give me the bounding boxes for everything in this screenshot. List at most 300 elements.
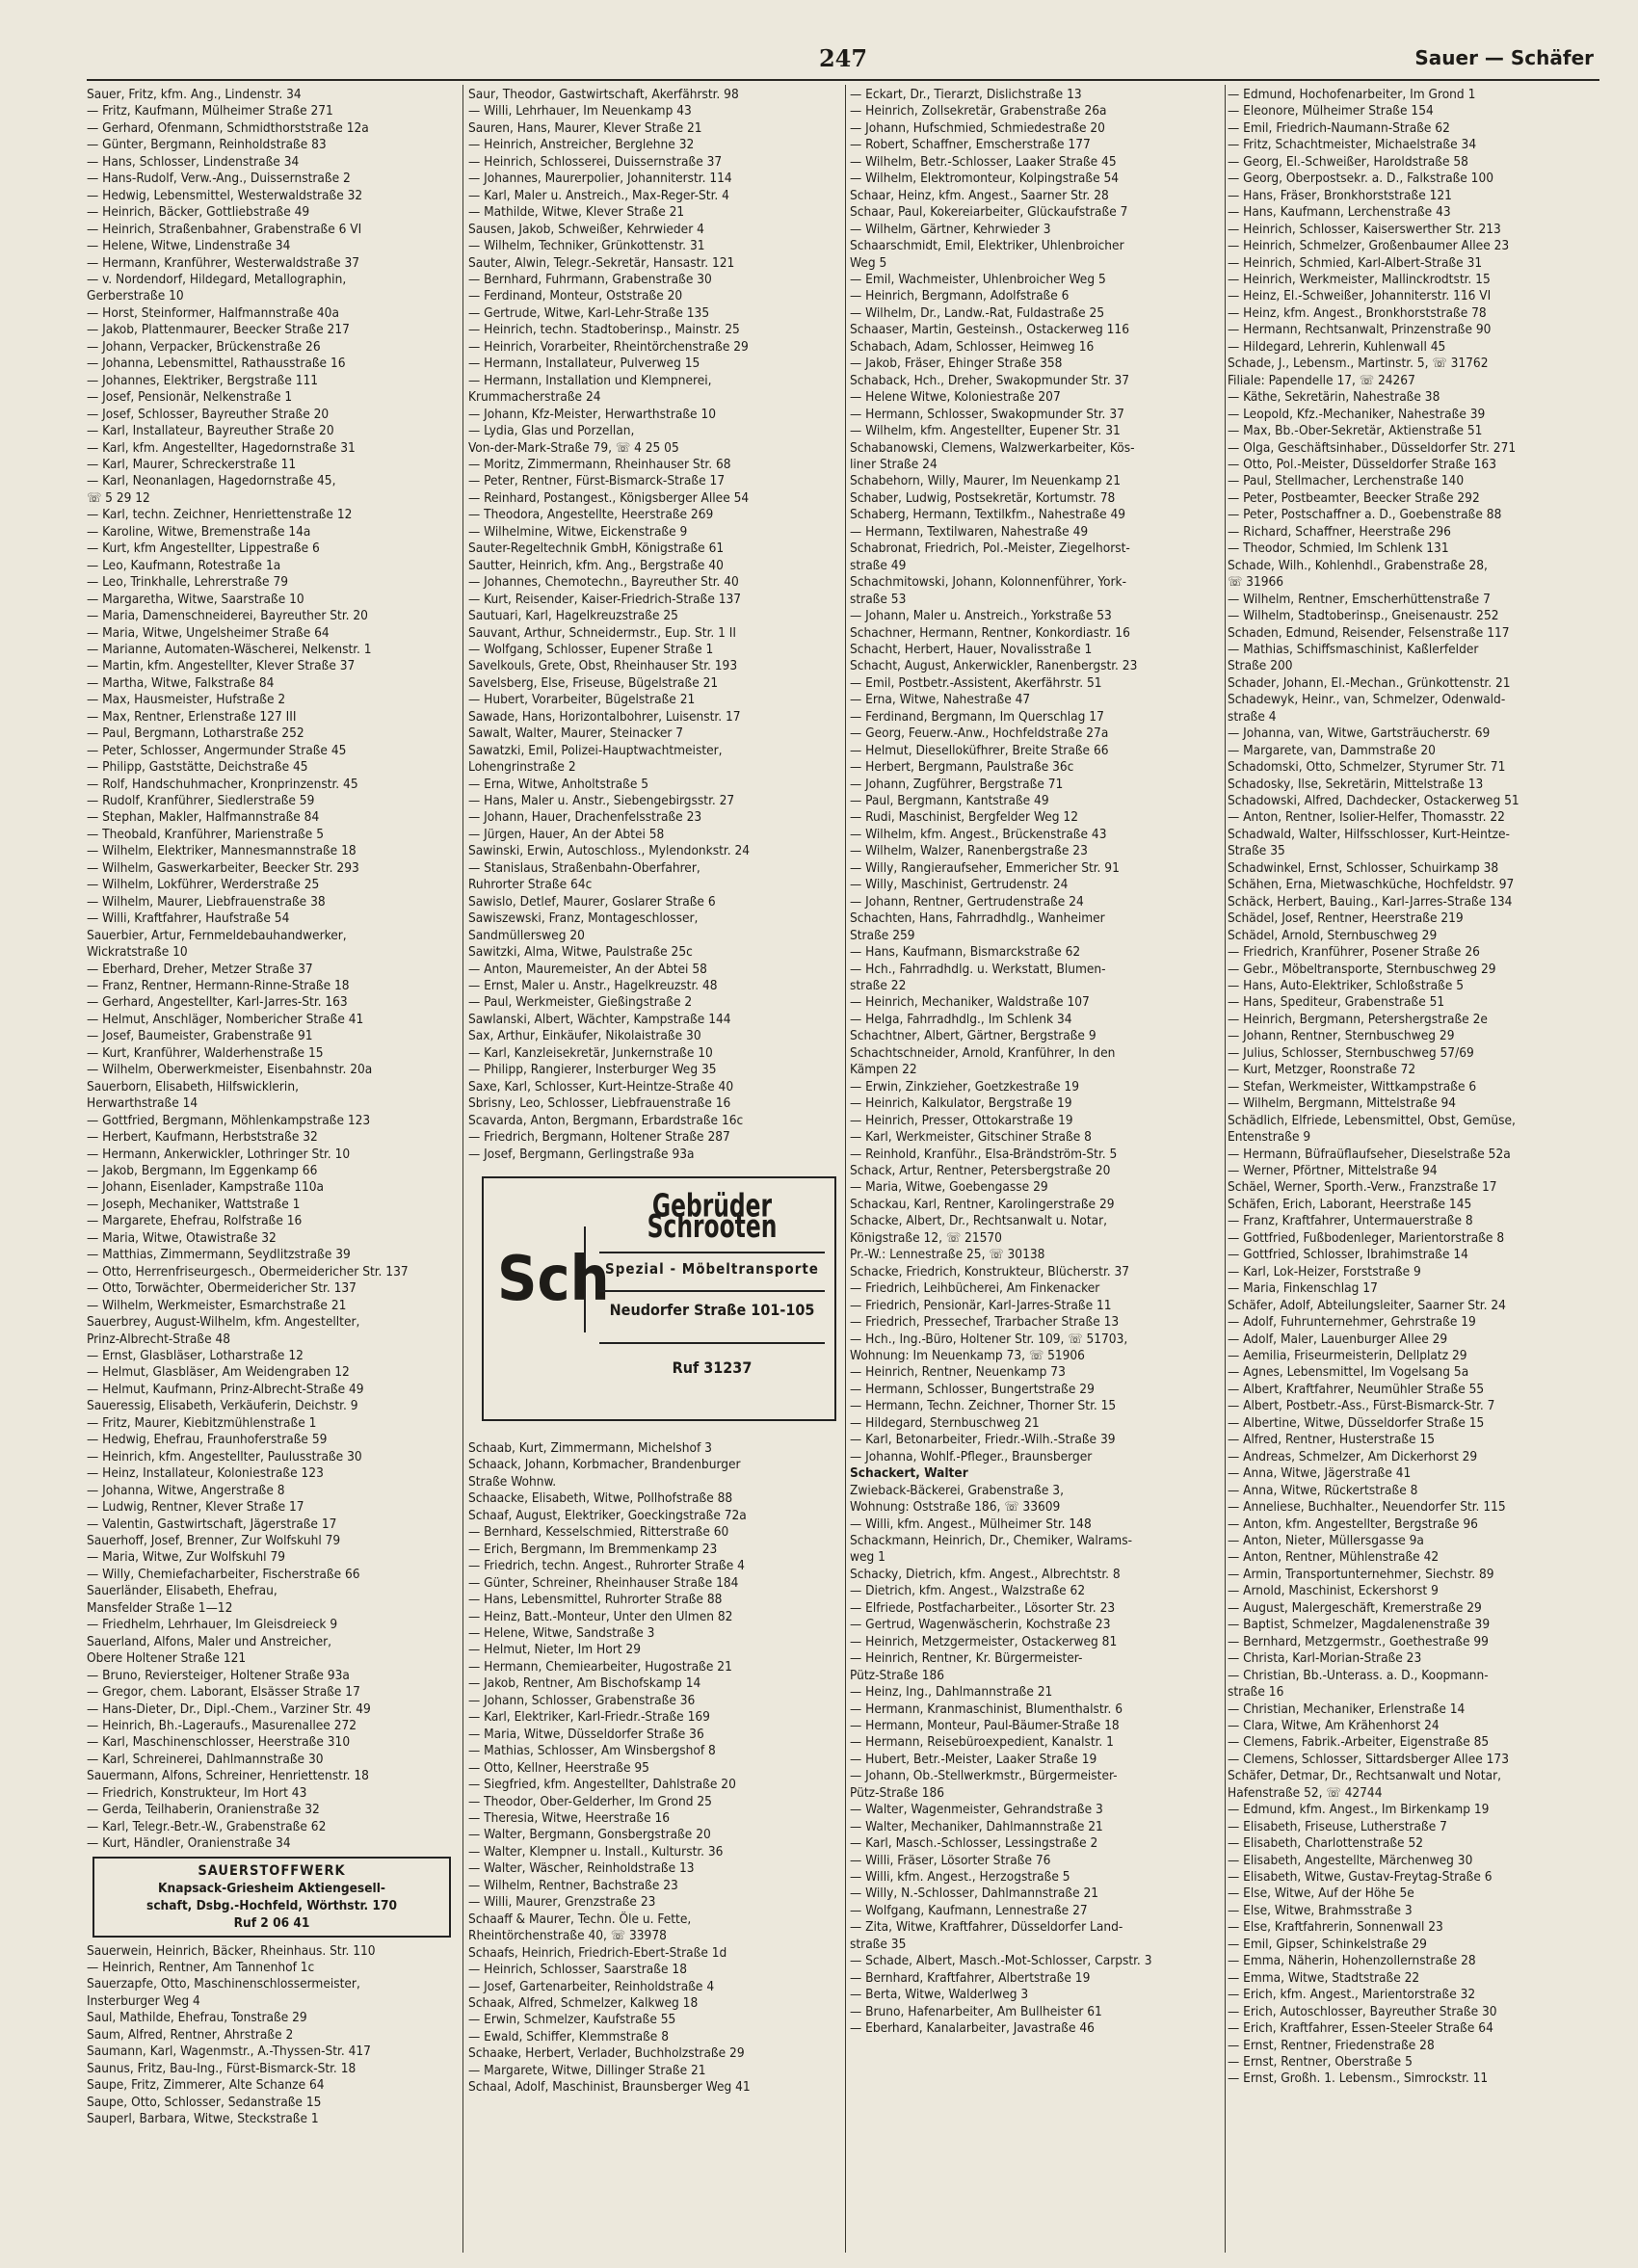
directory-entry: — Johann, Hauer, Drachenfelsstraße 23 [468, 809, 702, 826]
directory-entry: Rheintörchenstraße 40, ☏ 33978 [468, 1928, 667, 1944]
directory-entry: — Bruno, Hafenarbeiter, Am Bullheister 61 [850, 2003, 1102, 2019]
directory-entry: straße 49 [850, 557, 907, 573]
directory-entry: — Christa, Karl-Morian-Straße 23 [1228, 1650, 1422, 1667]
directory-entry: — Hans, Schlosser, Lindenstraße 34 [87, 153, 300, 170]
directory-entry: Sautter, Heinrich, kfm. Ang., Bergstraße 40 [468, 557, 724, 573]
directory-entry: — Kurt, Händler, Oranienstraße 34 [87, 1835, 291, 1852]
directory-entry: — Georg, Feuerw.-Anw., Hochfeldstraße 27a [850, 725, 1109, 742]
directory-entry: — Johann, Rentner, Sternbuschweg 29 [1228, 1028, 1455, 1044]
directory-entry: Straße 259 [850, 927, 915, 943]
directory-entry: — Karl, Lok-Heizer, Forststraße 9 [1228, 1263, 1421, 1279]
directory-entry: — Helga, Fahrradhdlg., Im Schlenk 34 [850, 1011, 1072, 1027]
directory-entry: Schadewyk, Heinr., van, Schmelzer, Odenwald- [1228, 692, 1506, 708]
directory-entry: — Karl, Neonanlagen, Hagedornstraße 45, [87, 473, 336, 489]
column-divider [462, 85, 463, 2253]
directory-entry: weg 1 [850, 1549, 885, 1566]
directory-entry: — Fritz, Schachtmeister, Michaelstraße 34 [1228, 137, 1477, 153]
directory-entry: — Anna, Witwe, Jägerstraße 41 [1228, 1465, 1412, 1482]
directory-entry: — Heinrich, Bäcker, Gottliebstraße 49 [87, 204, 310, 221]
directory-entry: — Karl, Werkmeister, Gitschiner Straße 8 [850, 1129, 1092, 1146]
directory-entry: Wohnung: Im Neuenkamp 73, ☏ 51906 [850, 1347, 1085, 1363]
directory-entry: — Heinrich, Zollsekretär, Grabenstraße 26a [850, 103, 1107, 119]
directory-entry: — Willy, Chemiefacharbeiter, Fischerstraße 66 [87, 1566, 360, 1582]
directory-entry: Schaar, Paul, Kokereiarbeiter, Glückaufstraße 7 [850, 204, 1128, 221]
directory-entry: — Richard, Schaffner, Heerstraße 296 [1228, 523, 1451, 540]
directory-entry: — Kurt, Kranführer, Walderhenstraße 15 [87, 1044, 324, 1061]
running-head: Sauer — Schäfer [1414, 46, 1594, 69]
directory-entry: — Adolf, Maler, Lauenburger Allee 29 [1228, 1331, 1448, 1347]
directory-entry: — Mathias, Schlosser, Am Winsbergshof 8 [468, 1743, 716, 1759]
directory-entry: — Albertine, Witwe, Düsseldorfer Straße 15 [1228, 1414, 1485, 1431]
directory-entry: — Heinrich, Rentner, Am Tannenhof 1c [87, 1960, 315, 1976]
directory-entry: — Margarete, Ehefrau, Rolfstraße 16 [87, 1213, 303, 1229]
schrooten-ad [482, 1176, 836, 1421]
directory-entry: Sauerwein, Heinrich, Bäcker, Rheinhaus. Str. 110 [87, 1942, 376, 1959]
entry-list [1228, 87, 1615, 2088]
directory-entry: — Bernhard, Kesselschmied, Ritterstraße 60 [468, 1524, 729, 1541]
ad-line: schaft, Dsbg.-Hochfeld, Wörthstr. 170 [146, 1897, 397, 1913]
directory-entry: Sauperl, Barbara, Witwe, Steckstraße 1 [87, 2111, 319, 2127]
directory-entry: — Max, Rentner, Erlenstraße 127 III [87, 708, 297, 725]
directory-entry: Schabach, Adam, Schlosser, Heimweg 16 [850, 338, 1095, 355]
directory-entry: — Arnold, Maschinist, Eckershorst 9 [1228, 1583, 1439, 1599]
directory-entry: — Eleonore, Mülheimer Straße 154 [1228, 103, 1434, 119]
directory-entry: — Willi, Fräser, Lösorter Straße 76 [850, 1852, 1051, 1868]
directory-entry: — Hans-Dieter, Dr., Dipl.-Chem., Varziner Str. 49 [87, 1701, 371, 1717]
directory-entry: — Martin, kfm. Angestellter, Klever Straße 37 [87, 658, 356, 674]
directory-entry: — Gottfried, Schlosser, Ibrahimstraße 14 [1228, 1247, 1468, 1263]
directory-entry: — Theodor, Schmied, Im Schlenk 131 [1228, 541, 1449, 557]
directory-entry: Schackmann, Heinrich, Dr., Chemiker, Walrams- [850, 1532, 1132, 1548]
directory-entry: Saul, Mathilde, Ehefrau, Tonstraße 29 [87, 2010, 307, 2026]
directory-entry: — Hermann, Techn. Zeichner, Thorner Str. 15 [850, 1398, 1117, 1414]
directory-entry: Schäck, Herbert, Bauing., Karl-Jarres-Straße 134 [1228, 893, 1513, 910]
directory-entry: Prinz-Albrecht-Straße 48 [87, 1331, 231, 1347]
directory-entry: Straße 200 [1228, 658, 1293, 674]
directory-entry: — Margarete, Witwe, Dillinger Straße 21 [468, 2062, 706, 2078]
directory-entry: straße 35 [850, 1936, 907, 1952]
directory-entry: Schaab, Kurt, Zimmermann, Michelshof 3 [468, 1440, 712, 1456]
directory-entry: Gerberstraße 10 [87, 288, 184, 304]
directory-entry: — Wilhelm, Rentner, Bachstraße 23 [468, 1877, 678, 1893]
directory-entry: — Hans-Rudolf, Verw.-Ang., Duissernstraße 2 [87, 171, 351, 187]
directory-entry: Königstraße 12, ☏ 21570 [850, 1229, 1002, 1246]
directory-entry: — Stanislaus, Straßenbahn-Oberfahrer, [468, 859, 700, 876]
directory-entry: — Olga, Geschäftsinhaber., Düsseldorfer Str. 271 [1228, 439, 1517, 456]
directory-entry: — Wilhelm, Elektromonteur, Kolpingstraße 54 [850, 171, 1120, 187]
directory-entry: — Herbert, Bergmann, Paulstraße 36c [850, 759, 1074, 776]
directory-entry: — Walter, Klempner u. Install., Kulturstr. 36 [468, 1843, 724, 1859]
directory-entry: — Theobald, Kranführer, Marienstraße 5 [87, 826, 325, 842]
column-divider [1225, 85, 1226, 2253]
directory-entry: — Gebr., Möbeltransporte, Sternbuschweg 29 [1228, 961, 1496, 977]
directory-entry: Schack, Artur, Rentner, Petersbergstraße 20 [850, 1163, 1111, 1178]
directory-entry: — Gerhard, Angestellter, Karl-Jarres-Str. 163 [87, 994, 348, 1011]
directory-entry: — Franz, Kraftfahrer, Untermauerstraße 8 [1228, 1213, 1473, 1229]
directory-entry: Schaacke, Elisabeth, Witwe, Pollhofstraße 88 [468, 1490, 733, 1507]
directory-entry: — Karl, Elektriker, Karl-Friedr.-Straße 169 [468, 1709, 710, 1726]
directory-entry: Insterburger Weg 4 [87, 1992, 200, 2009]
directory-entry: — v. Nordendorf, Hildegard, Metallographin, [87, 271, 347, 287]
directory-entry: — Willi, Kraftfahrer, Haufstraße 54 [87, 910, 290, 927]
directory-entry: Saur, Theodor, Gastwirtschaft, Akerfährstr. 98 [468, 87, 739, 102]
directory-entry: — Walter, Mechaniker, Dahlmannstraße 21 [850, 1818, 1103, 1834]
directory-entry: Schacht, August, Ankerwickler, Ranenbergstr. 23 [850, 658, 1138, 674]
directory-entry: — Elisabeth, Charlottenstraße 52 [1228, 1835, 1424, 1852]
directory-entry: — Anton, Rentner, Isolier-Helfer, Thomasstr. 22 [1228, 809, 1505, 826]
directory-entry: — Philipp, Gaststätte, Deichstraße 45 [87, 759, 308, 776]
directory-entry: — Theresia, Witwe, Heerstraße 16 [468, 1809, 671, 1826]
directory-entry: — Eckart, Dr., Tierarzt, Dislichstraße 13 [850, 87, 1082, 102]
directory-entry: — Karl, Maurer, Schreckerstraße 11 [87, 456, 297, 472]
directory-entry: Schacht, Herbert, Hauer, Novalisstraße 1 [850, 641, 1093, 657]
directory-entry: — Robert, Schaffner, Emscherstraße 177 [850, 137, 1091, 153]
directory-entry: Sauerbier, Artur, Fernmeldebauhandwerker, [87, 927, 347, 943]
directory-entry: Filiale: Papendelle 17, ☏ 24267 [1228, 372, 1415, 388]
directory-entry: Schaber, Ludwig, Postsekretär, Kortumstr. 78 [850, 489, 1116, 506]
directory-entry: — Andreas, Schmelzer, Am Dickerhorst 29 [1228, 1448, 1478, 1464]
directory-entry: Sawalt, Walter, Maurer, Steinacker 7 [468, 725, 684, 742]
directory-entry: — Anton, Mauremeister, An der Abtei 58 [468, 961, 707, 977]
ad-address: Neudorfer Straße 101-105 [609, 1301, 815, 1319]
directory-entry: — Johanna, Lebensmittel, Rathausstraße 16 [87, 356, 346, 372]
directory-entry: — Peter, Schlosser, Angermunder Straße 45 [87, 742, 347, 758]
directory-entry: — Wilhelm, Bergmann, Mittelstraße 94 [1228, 1095, 1457, 1112]
directory-entry: — Hermann, Kranführer, Westerwaldstraße 37 [87, 254, 360, 271]
directory-entry: Ruhrorter Straße 64c [468, 877, 593, 893]
directory-entry: ☏ 5 29 12 [87, 489, 150, 506]
directory-entry: Sauerborn, Elisabeth, Hilfswicklerin, [87, 1078, 299, 1094]
directory-entry: — Johanna, van, Witwe, Gartsträucherstr. 69 [1228, 725, 1491, 742]
directory-entry: — Julius, Schlosser, Sternbuschweg 57/69 [1228, 1044, 1474, 1061]
directory-entry: — Albert, Kraftfahrer, Neumühler Straße 55 [1228, 1381, 1485, 1397]
directory-entry: Schabehorn, Willy, Maurer, Im Neuenkamp 21 [850, 473, 1121, 489]
directory-entry: Sawiszewski, Franz, Montageschlosser, [468, 910, 699, 927]
header-rule [87, 79, 1599, 81]
directory-entry: — Erna, Witwe, Anholtstraße 5 [468, 776, 649, 792]
directory-entry: — Wilhelm, Gärtner, Kehrwieder 3 [850, 221, 1051, 237]
directory-entry: — Heinrich, Bh.-Lageraufs., Masurenallee 272 [87, 1717, 357, 1733]
directory-entry: — Eberhard, Dreher, Metzer Straße 37 [87, 961, 313, 977]
directory-entry: Schachmitowski, Johann, Kolonnenführer, York- [850, 574, 1127, 591]
directory-entry: Schäel, Werner, Sporth.-Verw., Franzstraße 17 [1228, 1179, 1497, 1196]
directory-entry: — Johann, Hufschmied, Schmiedestraße 20 [850, 119, 1105, 136]
directory-entry: — Hans, Fräser, Bronkhorststraße 121 [1228, 187, 1452, 203]
directory-entry: liner Straße 24 [850, 456, 938, 472]
directory-entry: — Fritz, Kaufmann, Mülheimer Straße 271 [87, 103, 333, 119]
directory-entry: — Wilhelmine, Witwe, Eickenstraße 9 [468, 523, 688, 540]
directory-entry: — Friedrich, Kranführer, Posener Straße 26 [1228, 944, 1480, 961]
directory-entry: — Ernst, Rentner, Friedenstraße 28 [1228, 2037, 1435, 2053]
directory-entry: — Gerhard, Ofenmann, Schmidthorststraße 12a [87, 119, 369, 136]
directory-entry: Sauerland, Alfons, Maler und Anstreicher, [87, 1633, 332, 1649]
directory-entry: — Edmund, Hochofenarbeiter, Im Grond 1 [1228, 87, 1476, 102]
directory-entry: — Hermann, Büfraüflaufseher, Dieselstraße 52a [1228, 1146, 1511, 1162]
directory-entry: — Hans, Spediteur, Grabenstraße 51 [1228, 994, 1445, 1011]
directory-entry: — Else, Witwe, Auf der Höhe 5e [1228, 1886, 1414, 1902]
directory-entry: — Wilhelm, Betr.-Schlosser, Laaker Straße 45 [850, 153, 1117, 170]
directory-entry: Sauerbrey, August-Wilhelm, kfm. Angestellter, [87, 1314, 360, 1331]
directory-entry: Schabronat, Friedrich, Pol.-Meister, Ziegelhorst- [850, 541, 1130, 557]
directory-entry: — Hans, Kaufmann, Bismarckstraße 62 [850, 944, 1081, 961]
directory-entry: Schaback, Hch., Dreher, Swakopmunder Str. 37 [850, 372, 1130, 388]
directory-entry: — Friedrich, Leihbücherei, Am Finkenacker [850, 1280, 1100, 1297]
directory-entry: — Willy, Rangieraufseher, Emmericher Str. 91 [850, 859, 1120, 876]
directory-entry: straße 22 [850, 978, 907, 994]
directory-entry: — Emma, Witwe, Stadtstraße 22 [1228, 1969, 1420, 1986]
directory-entry: — Ferdinand, Monteur, Oststraße 20 [468, 288, 683, 304]
directory-column-3 [850, 87, 1222, 2255]
directory-entry: — Willi, kfm. Angest., Mülheimer Str. 148 [850, 1516, 1092, 1532]
ad-phone: Ruf 31237 [672, 1358, 753, 1377]
directory-entry: — Maria, Damenschneiderei, Bayreuther Str. 20 [87, 608, 368, 624]
directory-entry: — Walter, Wagenmeister, Gehrandstraße 3 [850, 1802, 1103, 1818]
directory-entry: — Helmut, Anschläger, Nombericher Straße 41 [87, 1011, 364, 1027]
directory-entry: — Hch., Fahrradhdlg. u. Werkstatt, Blumen- [850, 961, 1106, 977]
ad-line: Ruf 2 06 41 [233, 1914, 310, 1931]
directory-entry: — Friedrich, Pressechef, Trarbacher Straße 13 [850, 1314, 1120, 1331]
directory-entry: Sauermann, Alfons, Schreiner, Henriettenstr. 18 [87, 1768, 369, 1784]
directory-entry: Savelkouls, Grete, Obst, Rheinhauser Str. 193 [468, 658, 738, 674]
directory-entry: — Johann, Zugführer, Bergstraße 71 [850, 776, 1064, 792]
directory-entry: — Leopold, Kfz.-Mechaniker, Nahestraße 39 [1228, 406, 1486, 422]
directory-entry: — Kurt, kfm Angestellter, Lippestraße 6 [87, 541, 320, 557]
directory-entry: — Heinrich, Rentner, Neuenkamp 73 [850, 1364, 1066, 1381]
directory-entry: — Wilhelm, Maurer, Liebfrauenstraße 38 [87, 893, 326, 910]
directory-entry: — Jakob, Plattenmaurer, Beecker Straße 217 [87, 322, 350, 338]
directory-entry: — Erich, kfm. Angest., Marientorstraße 32 [1228, 1987, 1476, 2003]
directory-entry: — Johann, Schlosser, Grabenstraße 36 [468, 1692, 696, 1708]
directory-entry: Schädel, Arnold, Sternbuschweg 29 [1228, 927, 1438, 943]
directory-entry: Sawade, Hans, Horizontalbohrer, Luisenstr. 17 [468, 708, 741, 725]
directory-column-4 [1228, 87, 1615, 2255]
directory-entry: — Wilhelm, Elektriker, Mannesmannstraße 18 [87, 843, 357, 859]
directory-entry: — Karl, Betonarbeiter, Friedr.-Wilh.-Straße 39 [850, 1432, 1116, 1448]
directory-entry: — Johannes, Maurerpolier, Johanniterstr. 114 [468, 171, 732, 187]
directory-entry: — Peter, Postbeamter, Beecker Straße 292 [1228, 489, 1480, 506]
directory-entry: Sauren, Hans, Maurer, Klever Straße 21 [468, 119, 702, 136]
directory-entry: Sauerländer, Elisabeth, Ehefrau, [87, 1583, 277, 1599]
directory-entry: — Bernhard, Metzgermstr., Goethestraße 99 [1228, 1633, 1489, 1649]
directory-entry: — Friedrich, Pensionär, Karl-Jarres-Straße 11 [850, 1297, 1112, 1313]
directory-entry: Saxe, Karl, Schlosser, Kurt-Heintze-Straße 40 [468, 1078, 734, 1094]
directory-entry: — Valentin, Gastwirtschaft, Jägerstraße 17 [87, 1516, 337, 1532]
directory-entry: — Wilhelm, Werkmeister, Esmarchstraße 21 [87, 1297, 347, 1313]
directory-entry: — August, Malergeschäft, Kremerstraße 29 [1228, 1599, 1482, 1616]
directory-entry: Saueressig, Elisabeth, Verkäuferin, Deichstr. 9 [87, 1398, 358, 1414]
directory-entry: — Josef, Gartenarbeiter, Reinholdstraße 4 [468, 1978, 715, 1994]
directory-entry: — Heinrich, Schlosser, Kaiserswerther Str. 213 [1228, 221, 1501, 237]
directory-entry: Schädlich, Elfriede, Lebensmittel, Obst, Gemüse, [1228, 1112, 1516, 1128]
directory-entry: — Hans, Auto-Elektriker, Schloßstraße 5 [1228, 978, 1465, 994]
directory-entry: — Johannes, Chemotechn., Bayreuther Str. 40 [468, 574, 739, 591]
directory-entry: — Elisabeth, Witwe, Gustav-Freytag-Straße 6 [1228, 1869, 1493, 1886]
directory-entry: — Karl, Telegr.-Betr.-W., Grabenstraße 62 [87, 1818, 327, 1834]
directory-entry: — Käthe, Sekretärin, Nahestraße 38 [1228, 389, 1440, 406]
directory-entry: — Heinrich, Mechaniker, Waldstraße 107 [850, 994, 1090, 1011]
directory-entry: straße 53 [850, 591, 907, 607]
directory-entry: Schachner, Hermann, Rentner, Konkordiastr. 16 [850, 624, 1130, 641]
directory-entry: — Kurt, Reisender, Kaiser-Friedrich-Straße 137 [468, 591, 742, 607]
directory-entry: — Heinrich, Schlosser, Saarstraße 18 [468, 1962, 687, 1978]
directory-entry: — Heinz, kfm. Angest., Bronkhorststraße 78 [1228, 304, 1487, 321]
directory-entry: — Stefan, Werkmeister, Wittkampstraße 6 [1228, 1078, 1477, 1094]
directory-entry: Schachtner, Albert, Gärtner, Bergstraße 9 [850, 1028, 1096, 1044]
directory-entry: — Paul, Stellmacher, Lerchenstraße 140 [1228, 473, 1465, 489]
directory-entry: — Margarete, van, Dammstraße 20 [1228, 742, 1436, 758]
directory-entry: — Wilhelm, kfm. Angest., Brückenstraße 43 [850, 826, 1107, 842]
directory-entry: — Wilhelm, Oberwerkmeister, Eisenbahnstr. 20a [87, 1062, 373, 1078]
directory-entry: — Heinz, Ing., Dahlmannstraße 21 [850, 1684, 1053, 1701]
directory-entry: — Hermann, Monteur, Paul-Bäumer-Straße 18 [850, 1717, 1120, 1733]
ad-title: SAUERSTOFFWERK [198, 1862, 346, 1879]
directory-entry: — Walter, Wäscher, Reinholdstraße 13 [468, 1860, 695, 1877]
directory-entry: — Ewald, Schiffer, Klemmstraße 8 [468, 2028, 670, 2044]
directory-entry: — Bernhard, Fuhrmann, Grabenstraße 30 [468, 271, 712, 287]
directory-entry: Hafenstraße 52, ☏ 42744 [1228, 1784, 1383, 1801]
directory-entry: Schadosky, Ilse, Sekretärin, Mittelstraße 13 [1228, 776, 1484, 792]
directory-entry: — Hedwig, Lebensmittel, Westerwaldstraße 32 [87, 187, 363, 203]
directory-entry: — Leo, Kaufmann, Rotestraße 1a [87, 557, 281, 573]
directory-entry: — Heinrich, Bergmann, Adolfstraße 6 [850, 288, 1070, 304]
directory-entry: — Erwin, Zinkzieher, Goetzkestraße 19 [850, 1078, 1079, 1094]
directory-entry: Sbrisny, Leo, Schlosser, Liebfrauenstraße 16 [468, 1095, 731, 1112]
directory-entry: — Albert, Postbetr.-Ass., Fürst-Bismarck-Str. 7 [1228, 1398, 1495, 1414]
entry-list [850, 87, 1222, 2038]
directory-entry: Wickratstraße 10 [87, 944, 188, 961]
directory-entry: Saumann, Karl, Wagenmstr., A.-Thyssen-Str. 417 [87, 2044, 371, 2060]
directory-entry: — Matthias, Zimmermann, Seydlitzstraße 39 [87, 1247, 351, 1263]
directory-entry: Schähen, Erna, Mietwaschküche, Hochfeldstr. 97 [1228, 877, 1515, 893]
directory-entry: Schaake, Herbert, Verlader, Buchholzstraße 29 [468, 2045, 745, 2062]
directory-entry: — Johann, Maler u. Anstreich., Yorkstraße 53 [850, 608, 1112, 624]
directory-entry: Schadowski, Alfred, Dachdecker, Ostackerweg 51 [1228, 793, 1519, 809]
directory-entry: — Heinrich, Schlosserei, Duissernstraße 37 [468, 153, 723, 170]
directory-entry: — Hermann, Reisebüroexpedient, Kanalstr. 1 [850, 1734, 1114, 1751]
directory-entry: Schachten, Hans, Fahrradhdlg., Wanheimer [850, 910, 1105, 927]
directory-entry: — Erna, Witwe, Nahestraße 47 [850, 692, 1031, 708]
directory-entry: — Heinrich, Anstreicher, Berglehne 32 [468, 137, 695, 153]
directory-entry: — Hermann, Schlosser, Bungertstraße 29 [850, 1381, 1095, 1397]
directory-entry: Schadwald, Walter, Hilfsschlosser, Kurt-Heintze- [1228, 826, 1510, 842]
directory-entry: — Margaretha, Witwe, Saarstraße 10 [87, 591, 304, 607]
directory-entry: Schaafs, Heinrich, Friedrich-Ebert-Straße 1d [468, 1944, 727, 1961]
directory-entry: — Karl, Installateur, Bayreuther Straße 20 [87, 423, 334, 439]
directory-entry: Entenstraße 9 [1228, 1129, 1311, 1146]
ad-logo: Sch [497, 1226, 586, 1332]
directory-entry: — Lydia, Glas und Porzellan, [468, 423, 635, 439]
directory-entry: — Heinrich, Bergmann, Petershergstraße 2e [1228, 1011, 1488, 1027]
directory-entry: — Anton, Nieter, Müllersgasse 9a [1228, 1532, 1424, 1548]
directory-entry: — Friedrich, Konstrukteur, Im Hort 43 [87, 1784, 307, 1801]
directory-entry: — Helmut, Kaufmann, Prinz-Albrecht-Straße 49 [87, 1381, 364, 1397]
directory-entry: — Hermann, Ankerwickler, Lothringer Str. 10 [87, 1146, 351, 1162]
directory-entry: — Heinrich, Metzgermeister, Ostackerweg 81 [850, 1633, 1118, 1649]
directory-entry: — Heinrich, techn. Stadtoberinsp., Mainstr. 25 [468, 322, 740, 338]
directory-entry: Von-der-Mark-Straße 79, ☏ 4 25 05 [468, 439, 679, 456]
directory-entry: — Hans, Maler u. Anstr., Siebengebirgsstr. 27 [468, 793, 735, 809]
directory-entry: — Hermann, Installation und Klempnerei, [468, 372, 712, 388]
directory-entry: — Franz, Rentner, Hermann-Rinne-Straße 18 [87, 978, 350, 994]
directory-entry: — Jakob, Rentner, Am Bischofskamp 14 [468, 1675, 701, 1692]
directory-entry: — Heinrich, kfm. Angestellter, Paulusstraße 30 [87, 1448, 362, 1464]
directory-entry: — Gottfried, Bergmann, Möhlenkampstraße 123 [87, 1112, 371, 1128]
directory-entry: Sawatzki, Emil, Polizei-Hauptwachtmeister, [468, 742, 723, 758]
directory-entry: — Reinhard, Postangest., Königsberger Allee 54 [468, 489, 750, 506]
ad-subtitle: Spezial - Möbeltransporte [605, 1260, 819, 1278]
directory-entry: — Willi, kfm. Angest., Herzogstraße 5 [850, 1869, 1070, 1886]
directory-entry: — Friedrich, techn. Angest., Ruhrorter Straße 4 [468, 1558, 745, 1574]
directory-entry: — Erich, Bergmann, Im Bremmenkamp 23 [468, 1541, 718, 1557]
directory-entry: — Mathilde, Witwe, Klever Straße 21 [468, 204, 685, 221]
directory-entry: — Gregor, chem. Laborant, Elsässer Straße 17 [87, 1684, 360, 1701]
directory-entry: — Willy, Maschinist, Gertrudenstr. 24 [850, 877, 1069, 893]
directory-entry: Sawislo, Detlef, Maurer, Goslarer Straße 6 [468, 893, 716, 910]
directory-entry: Scavarda, Anton, Bergmann, Erbardstraße 16c [468, 1112, 744, 1128]
directory-entry: — Johann, Eisenlader, Kampstraße 110a [87, 1179, 325, 1196]
directory-entry: — Maria, Witwe, Düsseldorfer Straße 36 [468, 1726, 704, 1742]
directory-entry: Sausen, Jakob, Schweißer, Kehrwieder 4 [468, 221, 704, 237]
directory-entry: — Leo, Trinkhalle, Lehrerstraße 79 [87, 574, 289, 591]
directory-entry: — Clara, Witwe, Am Krähenhorst 24 [1228, 1717, 1440, 1733]
directory-entry: Schabanowski, Clemens, Walzwerkarbeiter, Kös- [850, 439, 1135, 456]
directory-entry: — Ferdinand, Bergmann, Im Querschlag 17 [850, 708, 1104, 725]
directory-entry: — Bernhard, Kraftfahrer, Albertstraße 19 [850, 1969, 1091, 1986]
directory-entry: — Helmut, Nieter, Im Hort 29 [468, 1642, 641, 1658]
directory-entry: — Otto, Torwächter, Obermeidericher Str. 137 [87, 1280, 357, 1297]
directory-entry: — Wilhelm, Dr., Landw.-Rat, Fuldastraße 25 [850, 304, 1105, 321]
directory-entry: Schaaff & Maurer, Techn. Öle u. Fette, [468, 1911, 692, 1927]
directory-entry: — Else, Kraftfahrerin, Sonnenwall 23 [1228, 1919, 1443, 1936]
directory-entry: — Hedwig, Ehefrau, Fraunhoferstraße 59 [87, 1432, 328, 1448]
directory-entry: — Christian, Mechaniker, Erlenstraße 14 [1228, 1701, 1466, 1717]
directory-entry: — Hermann, Installateur, Pulverweg 15 [468, 356, 700, 372]
directory-entry: — Joseph, Mechaniker, Wattstraße 1 [87, 1196, 301, 1212]
directory-entry: straße 4 [1228, 708, 1277, 725]
directory-entry: — Emil, Postbetr.-Assistent, Akerfährstr. 51 [850, 674, 1102, 691]
directory-entry: — Hubert, Vorarbeiter, Bügelstraße 21 [468, 692, 696, 708]
directory-entry: — Paul, Bergmann, Kantstraße 49 [850, 793, 1049, 809]
directory-entry: — Heinrich, Kalkulator, Bergstraße 19 [850, 1095, 1072, 1112]
directory-entry: Sauer, Fritz, kfm. Ang., Lindenstr. 34 [87, 87, 302, 102]
directory-entry: — Wolfgang, Kaufmann, Lennestraße 27 [850, 1902, 1088, 1918]
directory-entry: Schacke, Albert, Dr., Rechtsanwalt u. Notar, [850, 1213, 1108, 1229]
directory-entry: — Johann, Rentner, Gertrudenstraße 24 [850, 893, 1084, 910]
directory-entry: Kämpen 22 [850, 1062, 917, 1078]
directory-entry: — Ernst, Rentner, Oberstraße 5 [1228, 2054, 1413, 2070]
page-number: 247 [818, 44, 868, 72]
directory-entry: Savelsberg, Else, Friseuse, Bügelstraße 21 [468, 674, 719, 691]
directory-entry: — Georg, El.-Schweißer, Haroldstraße 58 [1228, 153, 1468, 170]
directory-entry: Sauerhoff, Josef, Brenner, Zur Wolfskuhl 79 [87, 1532, 341, 1548]
directory-entry: — Erich, Kraftfahrer, Essen-Steeler Straße 64 [1228, 2020, 1493, 2037]
directory-entry: Schackau, Karl, Rentner, Karolingerstraße 29 [850, 1196, 1115, 1212]
directory-entry: — Hermann, Textilwaren, Nahestraße 49 [850, 523, 1089, 540]
directory-entry: Schäfer, Detmar, Dr., Rechtsanwalt und Notar, [1228, 1768, 1501, 1784]
directory-entry: — Armin, Transportunternehmer, Siechstr. 89 [1228, 1566, 1494, 1582]
directory-entry: — Ludwig, Rentner, Klever Straße 17 [87, 1499, 304, 1516]
directory-entry: — Jakob, Fräser, Ehinger Straße 358 [850, 356, 1063, 372]
directory-entry: Sandmüllersweg 20 [468, 927, 585, 943]
directory-entry: — Otto, Herrenfriseurgesch., Obermeidericher Str. 137 [87, 1263, 409, 1279]
directory-entry: — Willi, Maurer, Grenzstraße 23 [468, 1894, 656, 1911]
directory-entry: — Josef, Baumeister, Grabenstraße 91 [87, 1028, 313, 1044]
directory-entry: — Jürgen, Hauer, An der Abtei 58 [468, 826, 665, 842]
directory-entry: Krummacherstraße 24 [468, 389, 601, 406]
directory-entry: — Clemens, Schlosser, Sittardsberger Allee 173 [1228, 1751, 1509, 1767]
directory-entry: — Wolfgang, Schlosser, Eupener Straße 1 [468, 641, 714, 657]
directory-entry: — Mathias, Schiffsmaschinist, Kaßlerfelder [1228, 641, 1479, 657]
